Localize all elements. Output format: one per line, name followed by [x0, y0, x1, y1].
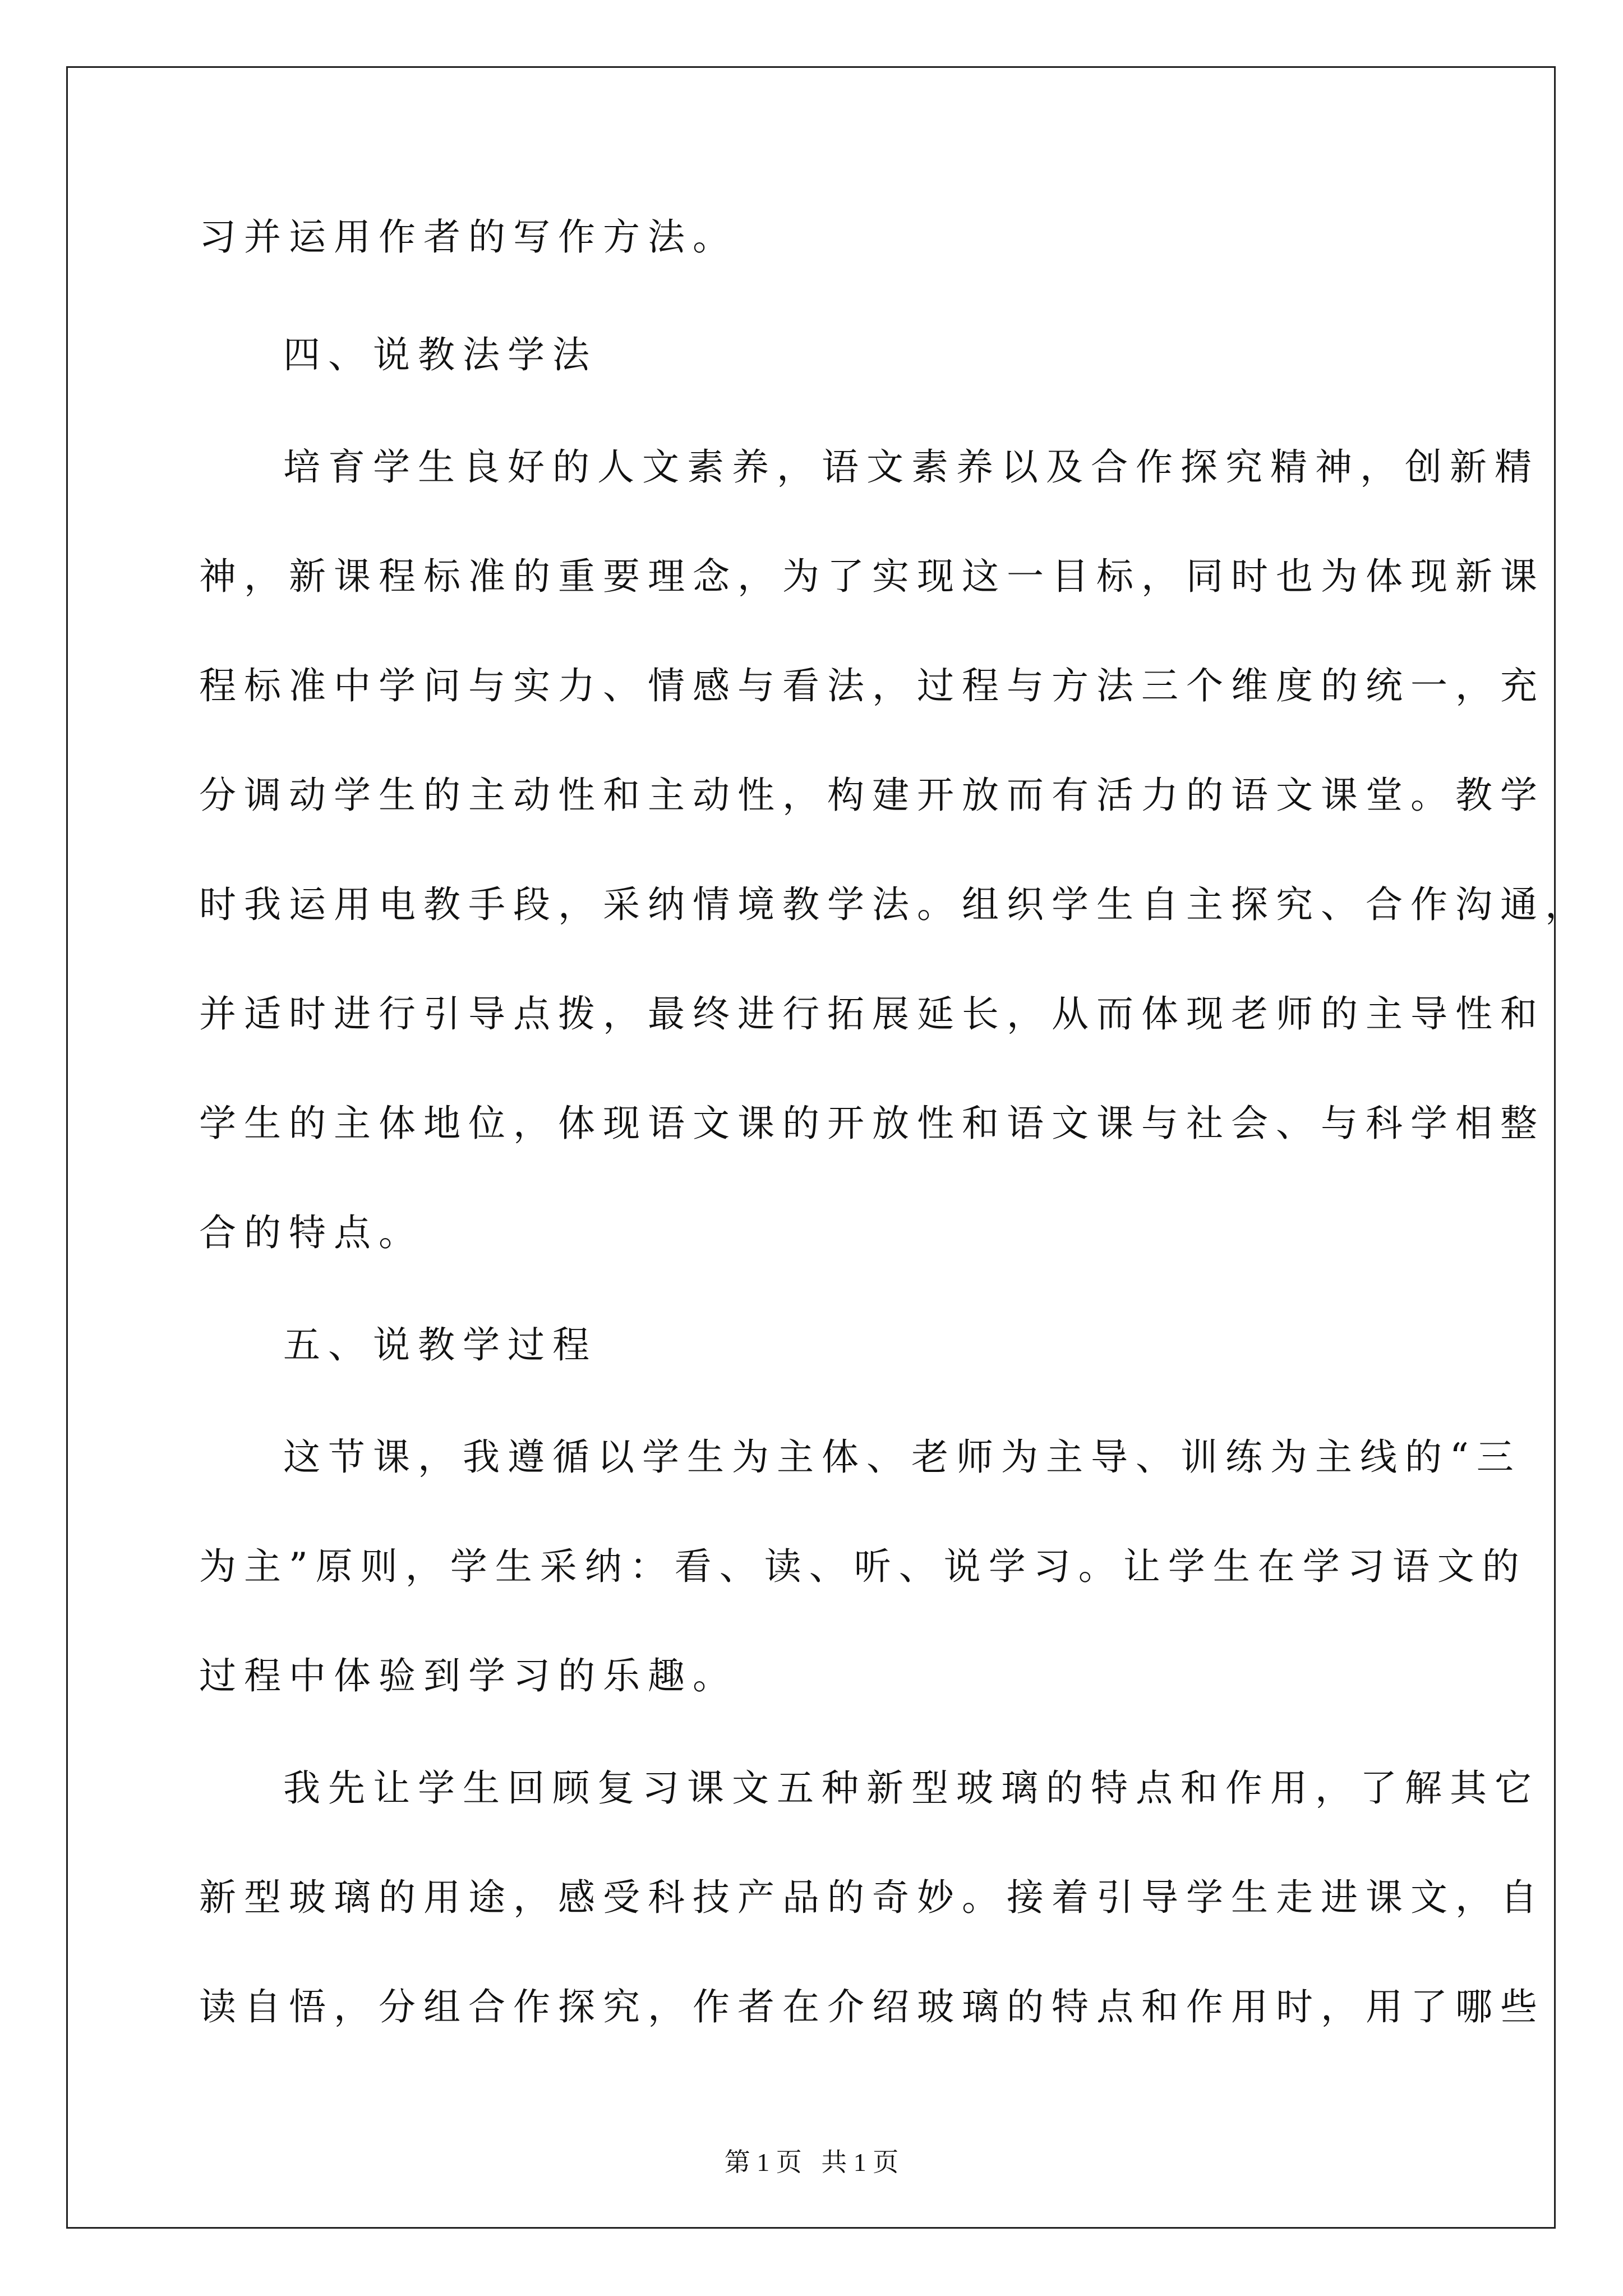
- section-heading: 四、说教法学法: [283, 333, 597, 376]
- paragraph-first-line: 培育学生良好的人文素养，语文素养以及合作探究精神，创新精: [283, 445, 1539, 489]
- text-line: 分调动学生的主动性和主动性，构建开放而有活力的语文课堂。教学: [199, 774, 1545, 817]
- text-line: 过程中体验到学习的乐趣。: [199, 1654, 737, 1697]
- text-line: 习并运用作者的写作方法。: [199, 215, 737, 259]
- page-number-footer: 第 1 页 共 1 页: [724, 2148, 899, 2177]
- text-line: 程标准中学问与实力、情感与看法，过程与方法三个维度的统一，充: [199, 664, 1545, 707]
- text-line: 为主”原则，学生采纳：看、读、听、说学习。让学生在学习语文的: [199, 1545, 1527, 1588]
- section-heading: 五、说教学过程: [283, 1323, 597, 1366]
- paragraph-first-line: 这节课，我遵循以学生为主体、老师为主导、训练为主线的“三: [283, 1435, 1521, 1479]
- text-line: 新型玻璃的用途，感受科技产品的奇妙。接着引导学生走进课文，自: [199, 1876, 1545, 1919]
- text-line: 学生的主体地位，体现语文课的开放性和语文课与社会、与科学相整: [199, 1102, 1545, 1145]
- text-line: 读自悟，分组合作探究，作者在介绍玻璃的特点和作用时，用了哪些: [199, 1985, 1545, 2028]
- text-line: 合的特点。: [199, 1211, 423, 1254]
- text-line: 时我运用电教手段，采纳情境教学法。组织学生自主探究、合作沟通，: [199, 883, 1590, 926]
- text-line: 神，新课程标准的重要理念，为了实现这一目标，同时也为体现新课: [199, 555, 1545, 598]
- paragraph-first-line: 我先让学生回顾复习课文五种新型玻璃的特点和作用，了解其它: [283, 1766, 1539, 1810]
- text-line: 并适时进行引导点拨，最终进行拓展延长，从而体现老师的主导性和: [199, 992, 1545, 1036]
